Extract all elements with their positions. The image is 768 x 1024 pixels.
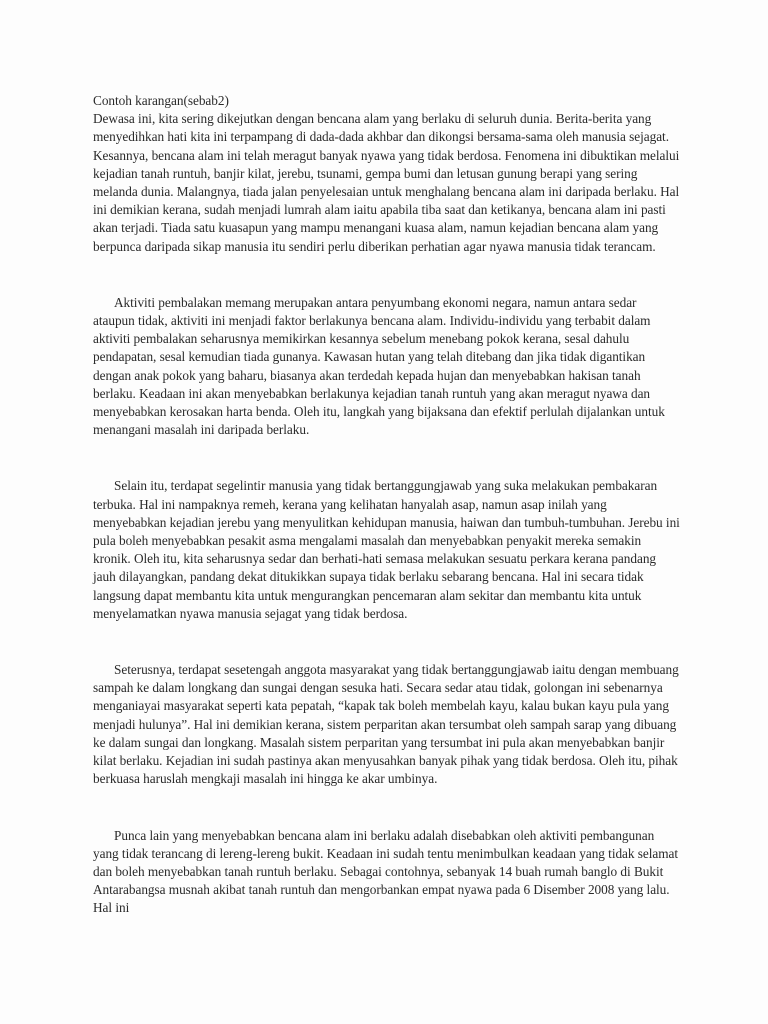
paragraph-introduction: Dewasa ini, kita sering dikejutkan dengan bencana alam yang berlaku di seluruh dunia. Berita-berita yang menyedihkan hati kita ini terpampang di dada-dada akhbar dan dikongsi bersama-sama oleh manusia sejagat. Kesannya, bencana alam ini telah meragut banyak nyawa yang tidak berdosa. Fenomena ini dibuktikan melalui kejadian tanah runtuh, banjir kilat, jerebu, tsunami, gempa bumi dan letusan gunung berapi yang sering melanda dunia. Malangnya, tiada jalan penyelesaian untuk menghalang bencana alam ini daripada berlaku. Hal ini demikian kerana, sudah menjadi lumrah alam iaitu apabila tiba saat dan ketikanya, bencana alam ini pasti akan terjadi. Tiada satu kuasapun yang mampu menangani kuasa alam, namun kejadian bencana alam yang berpunca daripada sikap manusia itu sendiri perlu diberikan perhatian agar nyawa manusia tidak terancam. (93, 111, 680, 254)
paragraph-logging: Aktiviti pembalakan memang merupakan antara penyumbang ekonomi negara, namun antara sedar ataupun tidak, aktiviti ini menjadi faktor berlakunya bencana alam. Individu-individu yang terbabit dalam aktiviti pembalakan seharusnya memikirkan kesannya sebelum menebang pokok kerana, sesal dahulu pendapatan, sesal kemudian tiada gunanya. Kawasan hutan yang telah ditebang dan jika tidak digantikan dengan anak pokok yang baharu, biasanya akan terdedah kepada hujan dan menyebabkan hakisan tanah berlaku. Keadaan ini akan menyebabkan berlakunya kejadian tanah runtuh yang akan meragut nyawa dan menyebabkan kerosakan harta benda. Oleh itu, langkah yang bijaksana dan efektif perlulah dijalankan untuk menangani masalah ini daripada berlaku. (93, 294, 665, 438)
paragraph-open-burning: Selain itu, terdapat segelintir manusia yang tidak bertanggungjawab yang suka melakukan pembakaran terbuka. Hal ini nampaknya remeh, kerana yang kelihatan hanyalah asap, namun asap inilah yang menyebabkan kejadian jerebu yang menyulitkan kehidupan manusia, haiwan dan tumbuh-tumbuhan. Jerebu ini pula boleh menyebabkan pesakit asma mengalami masalah dan menyebabkan penyakit mereka semakin kronik. Oleh itu, kita seharusnya sedar dan berhati-hati semasa melakukan sesuatu perkara kerana pandang jauh dilayangkan, pandang dekat ditukikkan supaya tidak berlaku sebarang bencana. Hal ini secara tidak langsung dapat membantu kita untuk mengurangkan pencemaran alam sekitar dan membantu kita untuk menyelamatkan nyawa manusia sejagat yang tidak berdosa. (93, 478, 680, 621)
paragraph-hillside-development: Punca lain yang menyebabkan bencana alam ini berlaku adalah disebabkan oleh aktiviti pembangunan yang tidak terancang di lereng-lereng bukit. Keadaan ini sudah tentu menimbulkan keadaan yang tidak selamat dan boleh menyebabkan tanah runtuh berlaku. Sebagai contohnya, sebanyak 14 buah rumah banglo di Bukit Antarabangsa musnah akibat tanah runtuh dan mengorbankan empat nyawa pada 6 Disember 2008 yang lalu. Hal ini (93, 827, 679, 916)
document-body (93, 92, 681, 918)
paragraph-littering: Seterusnya, terdapat sesetengah anggota masyarakat yang tidak bertanggungjawab iaitu dengan membuang sampah ke dalam longkang dan sungai dengan sesuka hati. Secara sedar atau tidak, golongan ini sebenarnya menganiayai masyarakat seperti kata pepatah, “kapak tak boleh membelah kayu, kalau bukan kayu pula yang menjadi hulunya”. Hal ini demikian kerana, sistem perparitan akan tersumbat oleh sampah sarap yang dibuang ke dalam sungai dan longkang. Masalah sistem perparitan yang tersumbat ini pula akan menyebabkan banjir kilat berlaku. Kejadian ini sudah pastinya akan menyusahkan banyak pihak yang tidak berdosa. Oleh itu, pihak berkuasa haruslah mengkaji masalah ini hingga ke akar umbinya. (93, 662, 679, 787)
document-title: Contoh karangan(sebab2) (93, 93, 229, 108)
